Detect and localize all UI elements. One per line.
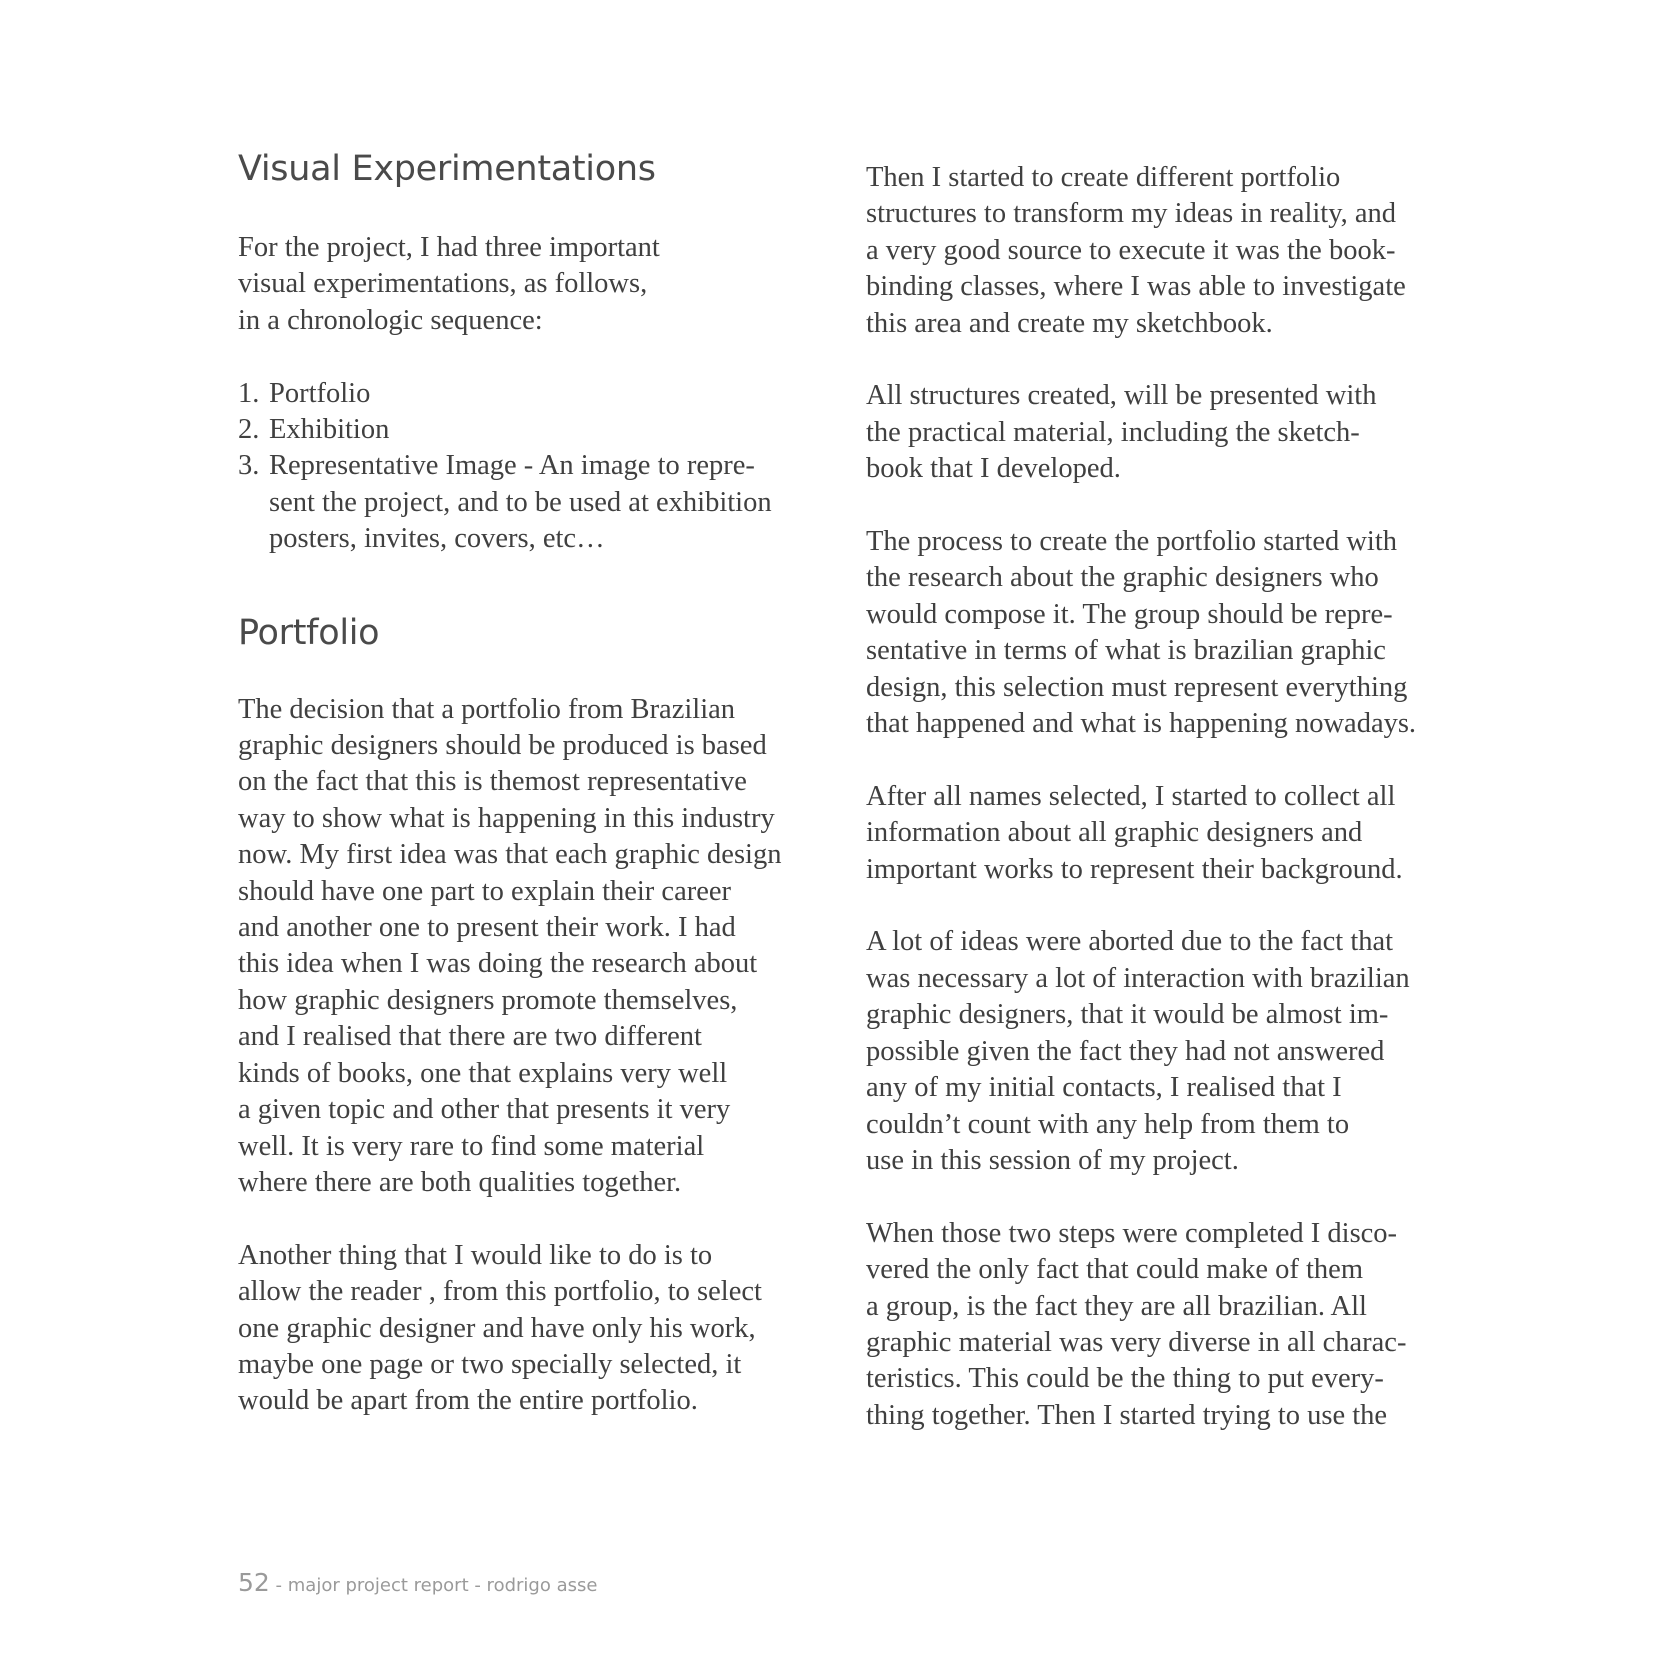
list-number: 2.	[238, 414, 260, 446]
list-text: sent the project, and to be used at exhibition	[269, 486, 772, 518]
text-line: way to show what is happening in this industry	[238, 802, 775, 834]
text-line: allow the reader , from this portfolio, to select	[238, 1276, 762, 1308]
text-line: was necessary a lot of interaction with brazilian	[866, 962, 1410, 994]
right-paragraph-4	[866, 779, 1446, 888]
text-line: thing together. Then I started trying to use the	[866, 1399, 1388, 1431]
text-line: Then I started to create different portfolio	[866, 162, 1341, 193]
portfolio-paragraph-1	[238, 692, 818, 1202]
text-line: possible given the fact they had not answered	[866, 1035, 1385, 1067]
text-line: where there are both qualities together.	[238, 1166, 682, 1198]
text-line: should have one part to explain their career	[238, 875, 732, 907]
list-item-continuation	[238, 485, 818, 521]
list-text: Representative Image - An image to repre-	[269, 450, 755, 482]
text-line: one graphic designer and have only his work,	[238, 1312, 756, 1344]
text-line: the research about the graphic designers who	[866, 562, 1379, 594]
experimentations-list	[238, 376, 818, 558]
text-line: kinds of books, one that explains very well	[238, 1057, 728, 1089]
right-paragraph-3	[866, 524, 1446, 742]
text-line: now. My first idea was that each graphic design	[238, 839, 782, 871]
right-paragraph-1	[866, 160, 1446, 342]
list-number: 1.	[238, 377, 260, 409]
text-line: would be apart from the entire portfolio.	[238, 1385, 698, 1417]
text-line: Another thing that I would like to do is to	[238, 1239, 713, 1271]
list-item	[238, 448, 818, 484]
text-line: design, this selection must represent everything	[866, 671, 1408, 703]
right-paragraph-2	[866, 378, 1446, 487]
text-line: book that I developed.	[866, 453, 1121, 485]
right-paragraph-5	[866, 924, 1446, 1179]
text-line: the practical material, including the sketch-	[866, 416, 1360, 448]
text-line: vered the only fact that could make of them	[866, 1254, 1363, 1286]
portfolio-paragraph-2	[238, 1238, 818, 1420]
text-line: any of my initial contacts, I realised that I	[866, 1072, 1342, 1104]
text-line: graphic designers, that it would be almost im-	[866, 999, 1389, 1031]
text-line: information about all graphic designers and	[866, 817, 1363, 849]
text-line: binding classes, where I was able to investigate	[866, 271, 1406, 303]
intro-paragraph	[238, 230, 818, 339]
text-line: a group, is the fact they are all brazilian. All	[866, 1290, 1367, 1322]
text-line: sentative in terms of what is brazilian graphic	[866, 635, 1386, 667]
text-line: would compose it. The group should be repre-	[866, 598, 1393, 630]
text-line: and I realised that there are two different	[238, 1021, 702, 1053]
left-column	[238, 148, 818, 1420]
text-line: important works to represent their background.	[866, 853, 1403, 885]
text-line: well. It is very rare to find some material	[238, 1130, 705, 1162]
text-line: All structures created, will be presented with	[866, 380, 1377, 412]
text-line: this area and create my sketchbook.	[866, 307, 1273, 339]
list-item	[238, 376, 818, 412]
list-number: 3.	[238, 450, 260, 482]
text-line: this idea when I was doing the research about	[238, 948, 758, 980]
text-line: that happened and what is happening nowadays.	[866, 708, 1417, 740]
text-line: on the fact that this is themost representative	[238, 766, 747, 798]
text-line: how graphic designers promote themselves,	[238, 984, 738, 1016]
list-text: posters, invites, covers, etc…	[269, 523, 605, 555]
text-line: A lot of ideas were aborted due to the fact that	[866, 926, 1394, 958]
text-line: maybe one page or two specially selected, it	[238, 1348, 742, 1380]
text-line: For the project, I had three important	[238, 232, 660, 263]
right-paragraph-6	[866, 1216, 1446, 1434]
text-line: structures to transform my ideas in reality, and	[866, 198, 1397, 230]
text-line: visual experimentations, as follows,	[238, 268, 648, 300]
list-item-continuation	[238, 521, 818, 557]
section-heading-visual-experimentations: Visual Experimentations	[238, 149, 656, 189]
text-line: use in this session of my project.	[866, 1144, 1239, 1176]
text-line: couldn’t count with any help from them to	[866, 1108, 1350, 1140]
text-line: After all names selected, I started to collect all	[866, 780, 1396, 812]
text-line: The decision that a portfolio from Brazilian	[238, 693, 736, 725]
list-text: Portfolio	[269, 377, 371, 409]
text-line: a very good source to execute it was the book-	[866, 234, 1396, 266]
text-line: graphic designers should be produced is based	[238, 730, 767, 762]
footer-text: - major project report - rodrigo asse	[269, 1575, 598, 1596]
text-line: teristics. This could be the thing to put every-	[866, 1363, 1384, 1395]
text-line: in a chronologic sequence:	[238, 304, 543, 336]
page-number: 52	[238, 1568, 270, 1597]
text-line: a given topic and other that presents it very	[238, 1094, 731, 1126]
list-item	[238, 412, 818, 448]
text-line: The process to create the portfolio started with	[866, 526, 1398, 558]
text-line: When those two steps were completed I disco-	[866, 1217, 1398, 1249]
text-line: graphic material was very diverse in all charac-	[866, 1326, 1407, 1358]
page-footer	[238, 1568, 597, 1597]
list-text: Exhibition	[269, 414, 390, 446]
text-line: and another one to present their work. I had	[238, 912, 736, 944]
section-heading-portfolio: Portfolio	[238, 612, 380, 653]
right-column	[866, 160, 1446, 1434]
